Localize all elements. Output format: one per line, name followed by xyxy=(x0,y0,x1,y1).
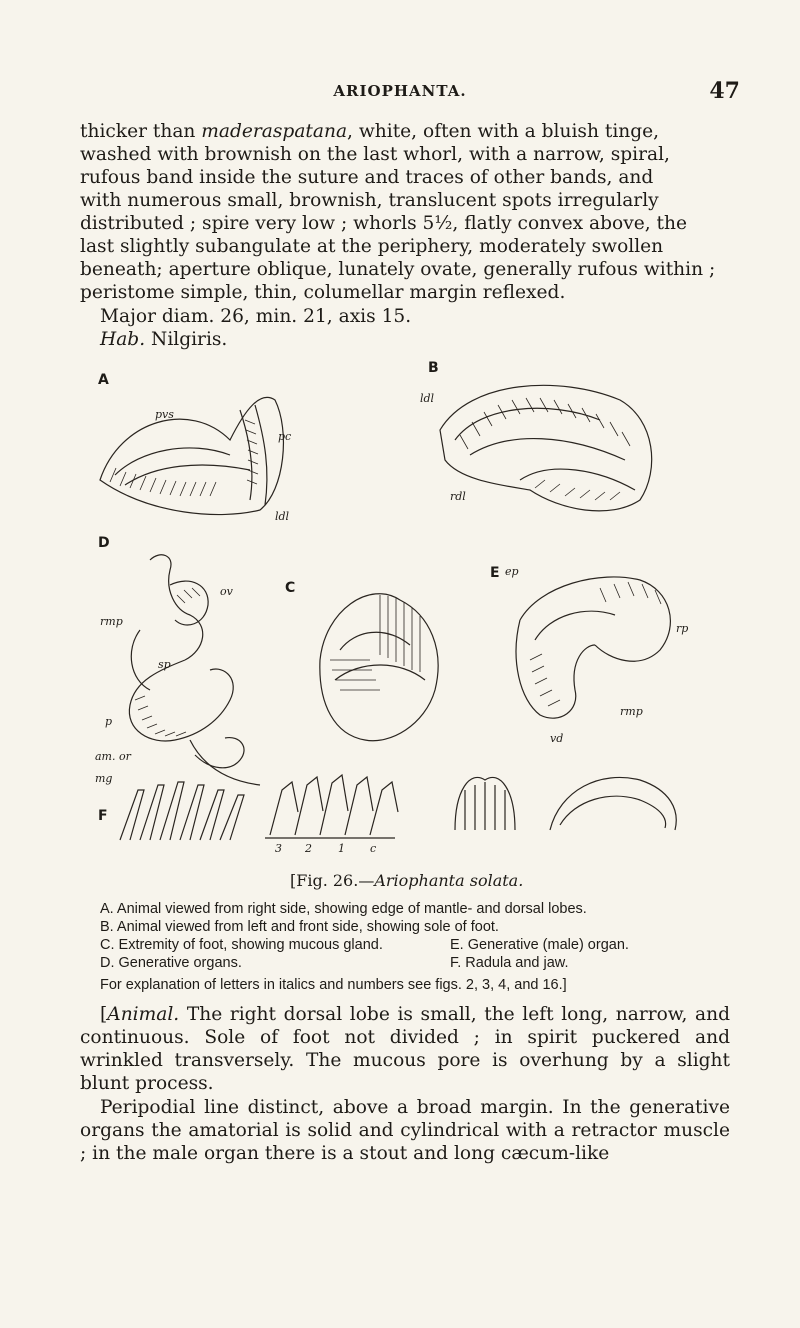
tag-mg: mg xyxy=(95,772,113,785)
tag-ldl-a: ldl xyxy=(275,510,290,523)
tag-2: 2 xyxy=(305,842,312,855)
panel-label-e: E xyxy=(490,565,500,581)
running-head: ARIOPHANTA. xyxy=(333,82,467,100)
panel-c-illustration xyxy=(320,594,438,741)
tag-ep: ep xyxy=(505,565,519,578)
habitat-value: Nilgiris. xyxy=(151,329,228,350)
panel-label-c: C xyxy=(285,580,296,596)
caption-c: C. Extremity of foot, showing mucous gland. xyxy=(100,937,383,953)
caption-species: Ariophanta solata. xyxy=(374,871,524,890)
tag-ov: ov xyxy=(220,585,233,598)
caption-e: E. Generative (male) organ. xyxy=(450,937,629,953)
animal-paragraph-2: Peripodial line distinct, above a broad margin. In the generative organs the amatorial is solid and cylindrical with a retractor muscle ; in the male organ there is a stout and long cæcum-like xyxy=(80,1097,730,1164)
caption-title xyxy=(290,871,523,890)
panel-label-f: F xyxy=(98,808,108,824)
dimensions: Major diam. 26, min. 21, axis 15. xyxy=(100,306,412,327)
figure-illustrations xyxy=(80,360,740,860)
tag-1: 1 xyxy=(338,842,345,855)
description-line: rufous band inside the suture and traces of other bands, and xyxy=(80,167,654,188)
caption-row-ce xyxy=(100,936,720,954)
species-name-maderaspatana: maderaspatana xyxy=(201,121,348,142)
figure-26 xyxy=(80,360,740,860)
open-bracket: [ xyxy=(100,1004,108,1025)
habitat-label: Hab. xyxy=(100,329,146,350)
description-line: thicker than maderaspatana, white, often with a bluish tinge, xyxy=(80,121,660,142)
description-line: beneath; aperture oblique, lunately ovate, generally rufous within ; xyxy=(80,259,716,280)
tag-pvs: pvs xyxy=(155,408,174,421)
panel-e-illustration xyxy=(516,577,670,718)
animal-paragraph-1 xyxy=(80,1003,730,1095)
tag-amor: am. or xyxy=(95,750,131,763)
caption-note: For explanation of letters in italics and numbers see figs. 2, 3, 4, and 16.] xyxy=(100,977,567,993)
tag-p: p xyxy=(105,715,113,728)
panel-label-b: B xyxy=(428,360,439,376)
page-number: 47 xyxy=(709,78,740,104)
tag-ldl-b: ldl xyxy=(420,392,435,405)
caption-a: A. Animal viewed from right side, showing edge of mantle- and dorsal lobes. xyxy=(100,901,587,917)
tag-rp: rp xyxy=(676,622,689,635)
tag-vd: vd xyxy=(550,732,564,745)
caption-b: B. Animal viewed from left and front side, showing sole of foot. xyxy=(100,919,499,935)
habitat xyxy=(100,329,227,350)
animal-text-1: The right dorsal lobe is small, the left long, narrow, and continuous. Sole of foot not divided ; in spirit puckered and wrinkled transversely. The mucous pore is overhung by a slight blunt process. xyxy=(80,1004,730,1094)
description-line: peristome simple, thin, columellar margin reflexed. xyxy=(80,282,566,303)
tag-pc: pc xyxy=(278,430,292,443)
page-header xyxy=(60,78,740,110)
description-line: washed with brownish on the last whorl, with a narrow, spiral, xyxy=(80,144,670,165)
tag-rmp-e: rmp xyxy=(620,705,643,718)
animal-label: Animal. xyxy=(107,1004,180,1025)
caption-title-prefix: [Fig. 26.— xyxy=(290,871,375,890)
species-description xyxy=(80,120,730,304)
tag-c: c xyxy=(370,842,377,855)
panel-label-d: D xyxy=(98,535,110,551)
caption-row-df xyxy=(100,954,720,972)
panel-a-illustration xyxy=(100,397,283,514)
description-line: with numerous small, brownish, translucent spots irregularly xyxy=(80,190,659,211)
panel-label-a: A xyxy=(98,372,109,388)
caption-d: D. Generative organs. xyxy=(100,955,242,971)
panel-b-illustration xyxy=(440,385,652,511)
description-line: distributed ; spire very low ; whorls 5½, flatly convex above, the xyxy=(80,213,688,234)
figure-caption xyxy=(100,900,720,972)
tag-3: 3 xyxy=(275,842,282,855)
tag-sp: sp xyxy=(158,658,171,671)
caption-f: F. Radula and jaw. xyxy=(450,955,569,971)
tag-rmp-d: rmp xyxy=(100,615,123,628)
tag-rdl: rdl xyxy=(450,490,466,503)
panel-f-illustration xyxy=(120,775,676,840)
description-line: last slightly subangulate at the periphery, moderately swollen xyxy=(80,236,664,257)
panel-d-illustration xyxy=(129,555,260,785)
